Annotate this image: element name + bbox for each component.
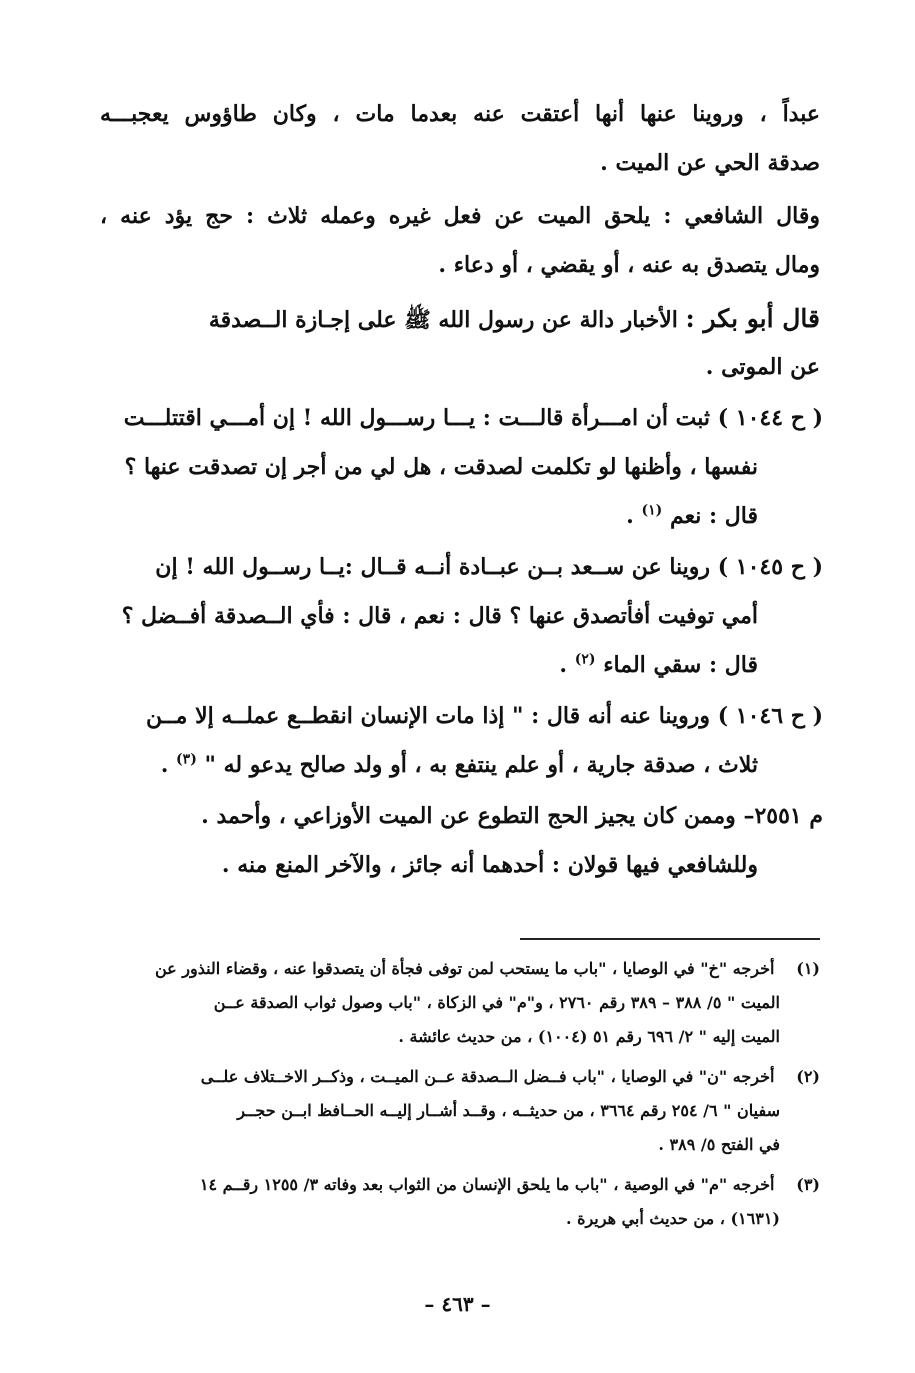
text-line: قال : سقي الماء (603, 652, 758, 678)
paragraph-tawus (100, 90, 820, 188)
footnote-ref[interactable]: (١) (641, 502, 663, 519)
footnote-line: أخرجه "ن" في الوصايا ، "باب فــضل الــصدقة عــن الميــت ، وذكــر الاخــتلاف علــى (200, 1067, 775, 1086)
text-line: أمي توفيت أفأتصدق عنها ؟ قال : نعم ، قال : فأي الــصدقة أفــضل ؟ (121, 603, 758, 629)
text-line: روينا عن ســعد بــن عبــادة أنــه قــال :يــا رســول الله ! إن (155, 554, 711, 580)
text-line: وممن كان يجيز الحج التطوع عن الميت الأوزاعي ، وأحمد . (201, 803, 736, 829)
text-line: قال : نعم (669, 503, 758, 529)
hadith-number: ( ح ١٠٤٤ ) (717, 405, 823, 431)
hadith-1046 (98, 692, 823, 790)
text-line: ومال يتصدق به عنه ، أو يقضي ، أو دعاء . (438, 252, 820, 278)
text-end: . (559, 652, 568, 678)
footnote-number: (١) (796, 959, 820, 978)
text-line: صدقة الحي عن الميت . (600, 150, 820, 176)
text-line: عن الموتى . (705, 354, 820, 380)
footnote-line: أخرجه "خ" في الوصايا ، "باب ما يستحب لمن توفى فجأة أن يتصدقوا عنه ، وقضاء النذور عن (154, 959, 775, 978)
text-line: وروينا عنه أنه قال : " إذا مات الإنسان انقطــع عملــه إلا مــن (146, 703, 711, 729)
footnote-line: في الفتح ٥/ ٣٨٩ . (658, 1135, 780, 1154)
hadith-1044 (98, 394, 823, 541)
text-line: عبداً ، وروينا عنها أنها أعتقت عنه بعدما مات ، وكان طاؤوس يعجبـــه (100, 101, 820, 127)
footnote-line: الميت " ٥/ ٣٨٨ – ٣٨٩ رقم ٢٧٦٠ ، و"م" في الزكاة ، "باب وصول ثواب الصدقة عــن (213, 993, 780, 1012)
footnote-1 (95, 952, 820, 1054)
paragraph-abu-bakr (100, 294, 820, 392)
footnote-number: (٢) (796, 1067, 820, 1086)
text-end: . (626, 503, 634, 529)
footnote-line: الميت إليه " ٢/ ٦٩٦ رقم ٥١ (١٠٠٤) ، من حديث عائشة . (398, 1027, 780, 1046)
hadith-number: ( ح ١٠٤٥ ) (717, 554, 823, 580)
text-line: وقال الشافعي : يلحق الميت عن فعل غيره وعمله ثلاث : حج يؤد عنه ، (100, 203, 820, 229)
footnote-3 (95, 1168, 820, 1236)
footnote-ref[interactable]: (٣) (176, 751, 197, 768)
footnote-ref[interactable]: (٢) (574, 651, 596, 668)
footnote-separator (520, 938, 820, 940)
hadith-1045 (98, 543, 823, 690)
text-line: الأخبار دالة عن رسول الله ﷺ على إجـازة الــصدقة (208, 307, 678, 333)
footnote-line: (١٦٣١) ، من حديث أبي هريرة . (565, 1209, 780, 1228)
text-line: نفسها ، وأظنها لو تكلمت لصدقت ، هل لي من أجر إن تصدقت عنها ؟ (124, 454, 758, 480)
text-end: . (160, 752, 169, 778)
footnotes (95, 952, 820, 1236)
footnote-line: سفيان " ٦/ ٢٥٤ رقم ٣٦٦٤ ، من حديثــه ، وقــد أشــار إليــه الحــافظ ابــن حجــر (237, 1101, 780, 1120)
footnote-2 (95, 1060, 820, 1162)
hadith-number: ( ح ١٠٤٦ ) (717, 703, 823, 729)
masala-number: م ٢٥٥١– (743, 803, 823, 829)
page-number: – ٤٦٣ – (424, 1292, 491, 1316)
footnote-number: (٣) (796, 1175, 820, 1194)
text-line: وللشافعي فيها قولان : أحدهما أنه جائز ، والآخر المنع منه . (221, 852, 758, 878)
text-line: ثلاث ، صدقة جارية ، أو علم ينتفع به ، أو ولد صالح يدعو له " (204, 752, 758, 778)
paragraph-shafii (100, 192, 820, 290)
speaker-label: قال أبو بكر : (685, 304, 820, 333)
masala-2551 (98, 792, 823, 890)
text-line: ثبت أن امـــرأة قالـــت : يـــا رســـول الله ! إن أمـــي اقتتلـــت (123, 405, 711, 431)
footnote-line: أخرجه "م" في الوصية ، "باب ما يلحق الإنسان من الثواب بعد وفاته ٣/ ١٢٥٥ رقــم ١٤ (199, 1175, 775, 1194)
